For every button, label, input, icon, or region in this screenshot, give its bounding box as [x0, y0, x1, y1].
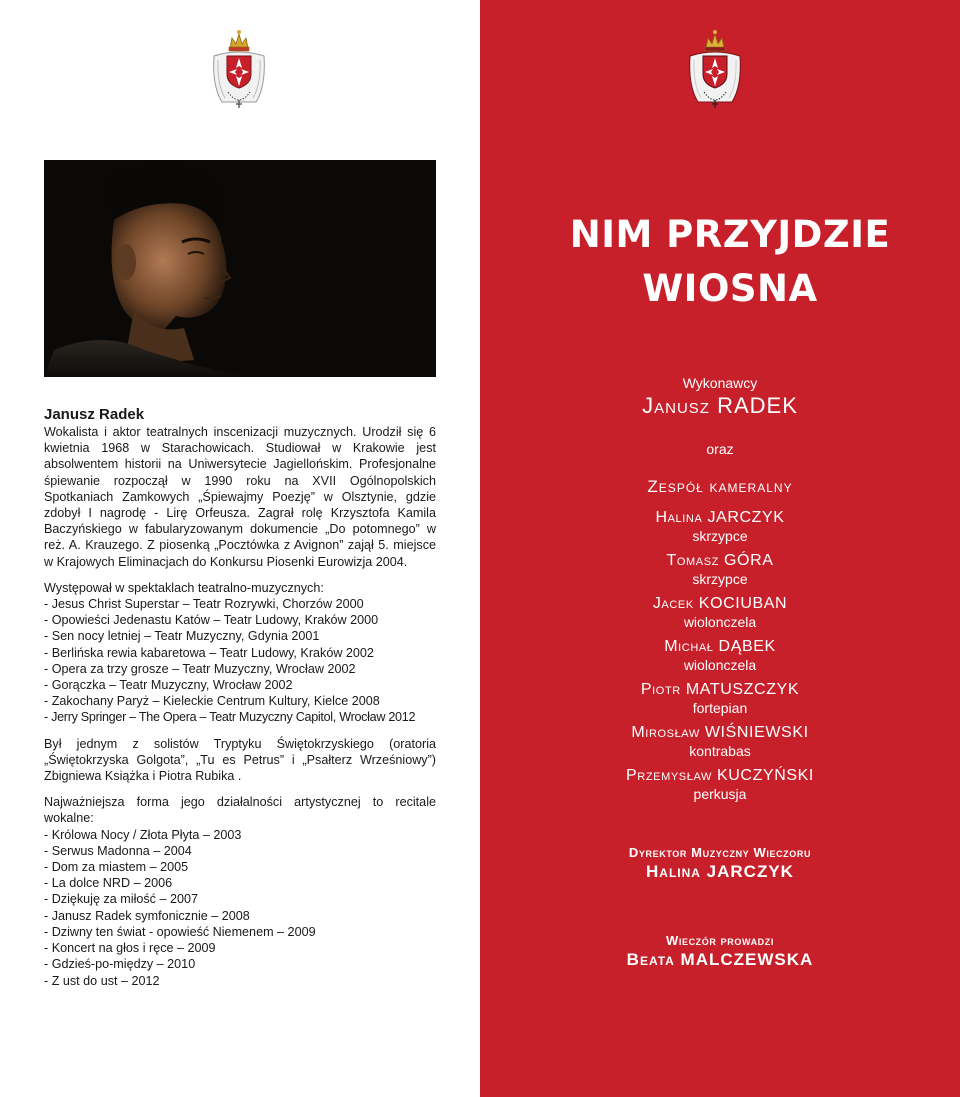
credits	[520, 374, 920, 971]
performers-label: Wykonawcy	[682, 375, 758, 391]
bio-intro: Wokalista i aktor teatralnych inscenizacji muzycznych. Urodził się 6 kwietnia 1968 w Starachowicach. Studiował w Krakowie jest absolwentem historii na Uniwersytecie Jagiellońskim. Profesjonalne śpiewanie rozpoczął w 1990 roku na XVII Ogólnopolskich Spotkaniach Zamkowych „Śpiewajmy Poezję” w Olsztynie, gdzie zdobył I nagrodę - Lirę Orfeusza. Zagrał rolę Krzysztofa Kamila Baczyńskiego w fabularyzowanym dokumencie „Do potomnego” w reż. A. Krauzego. Z piosenką „Pocztówka z Avignon” zajął 5. miejsce w Krajowych Eliminacjach do Konkursu Piosenki Eurowizja 2004.	[44, 425, 436, 569]
music-director	[520, 845, 920, 883]
list-item: - Serwus Madonna – 2004	[44, 843, 192, 858]
member-instrument: perkusja	[693, 786, 747, 802]
list-item: - Zakochany Paryż – Kieleckie Centrum Kultury, Kielce 2008	[44, 694, 380, 709]
right-panel	[480, 0, 960, 1097]
member-name: Mirosław WIŚNIEWSKI	[631, 724, 809, 741]
list-item: - Opera za trzy grosze – Teatr Muzyczny, Wrocław 2002	[44, 661, 356, 676]
member-name: Przemysław KUCZYŃSKI	[626, 767, 814, 784]
member-name: Halina JARCZYK	[655, 509, 785, 526]
tryptyk-paragraph: Był jednym z solistów Tryptyku Świętokrzyskiego (oratoria „Świętokrzyska Golgota”, „Tu es Petrus” i „Psałterz Wrześniowy”) Zbigniewa Książka i Piotra Rubika .	[44, 736, 436, 784]
member-item	[520, 680, 920, 717]
list-item: - Gorączka – Teatr Muzyczny, Wrocław 2002	[44, 678, 293, 693]
list-item: - Gdzieś-po-między – 2010	[44, 957, 196, 972]
maltese-cross-crest-icon	[208, 26, 270, 110]
member-item	[520, 508, 920, 545]
list-item: - Sen nocy letniej – Teatr Muzyczny, Gdynia 2001	[44, 629, 320, 644]
member-name: Michał DĄBEK	[664, 638, 776, 655]
member-instrument: fortepian	[692, 700, 748, 716]
member-instrument: skrzypce	[692, 571, 748, 587]
shows-list	[44, 596, 436, 726]
lead-performer: Janusz RADEK	[642, 393, 798, 418]
list-item: - Dziękuję za miłość – 2007	[44, 892, 198, 907]
list-item: - Janusz Radek symfonicznie – 2008	[44, 908, 250, 923]
shows-heading: Występował w spektaklach teatralno-muzycznych:	[44, 580, 324, 595]
member-name: Piotr MATUSZCZYK	[640, 681, 800, 698]
list-item: - Jesus Christ Superstar – Teatr Rozrywki, Chorzów 2000	[44, 597, 364, 612]
list-item: - Opowieści Jedenastu Katów – Teatr Ludowy, Kraków 2000	[44, 613, 379, 628]
list-item: - Koncert na głos i ręce – 2009	[44, 941, 216, 956]
member-instrument: skrzypce	[692, 528, 748, 544]
member-name: Tomasz GÓRA	[666, 552, 774, 569]
member-instrument: kontrabas	[689, 743, 751, 759]
director-label: Dyrektor Muzyczny Wieczoru	[628, 845, 812, 860]
member-item	[520, 594, 920, 631]
list-item: - Jerry Springer – The Opera – Teatr Muzyczny Capitol, Wrocław 2012	[44, 710, 416, 725]
member-instrument: wiolonczela	[683, 657, 757, 673]
event-title	[520, 208, 940, 316]
member-item	[520, 637, 920, 674]
member-name: Jacek KOCIUBAN	[652, 595, 788, 612]
director-name: Halina JARCZYK	[646, 862, 794, 881]
recitals-heading: Najważniejsza forma jego działalności artystycznej to recitale wokalne:	[44, 795, 436, 826]
title-line: WIOSNA	[642, 267, 818, 310]
portrait-photo	[44, 160, 436, 377]
member-instrument: wiolonczela	[683, 614, 757, 630]
member-item	[520, 723, 920, 760]
host	[520, 933, 920, 971]
list-item: - La dolce NRD – 2006	[44, 876, 173, 891]
bio-name: Janusz Radek	[44, 406, 145, 423]
recitals-list	[44, 827, 436, 989]
host-name: Beata MALCZEWSKA	[626, 950, 814, 969]
member-item	[520, 551, 920, 588]
list-item: - Dziwny ten świat - opowieść Niemenem – 2009	[44, 924, 316, 939]
member-item	[520, 766, 920, 803]
list-item: - Królowa Nocy / Złota Płyta – 2003	[44, 827, 242, 842]
host-label: Wieczór prowadzi	[666, 933, 774, 948]
ensemble-name: Zespół kameralny	[647, 477, 793, 496]
list-item: - Berlińska rewia kabaretowa – Teatr Ludowy, Kraków 2002	[44, 645, 374, 660]
list-item: - Z ust do ust – 2012	[44, 973, 160, 988]
maltese-cross-crest-icon	[684, 26, 746, 110]
and-label: oraz	[706, 441, 734, 457]
biography	[44, 406, 436, 989]
list-item: - Dom za miastem – 2005	[44, 860, 189, 875]
title-line: NIM PRZYJDZIE	[569, 213, 891, 256]
